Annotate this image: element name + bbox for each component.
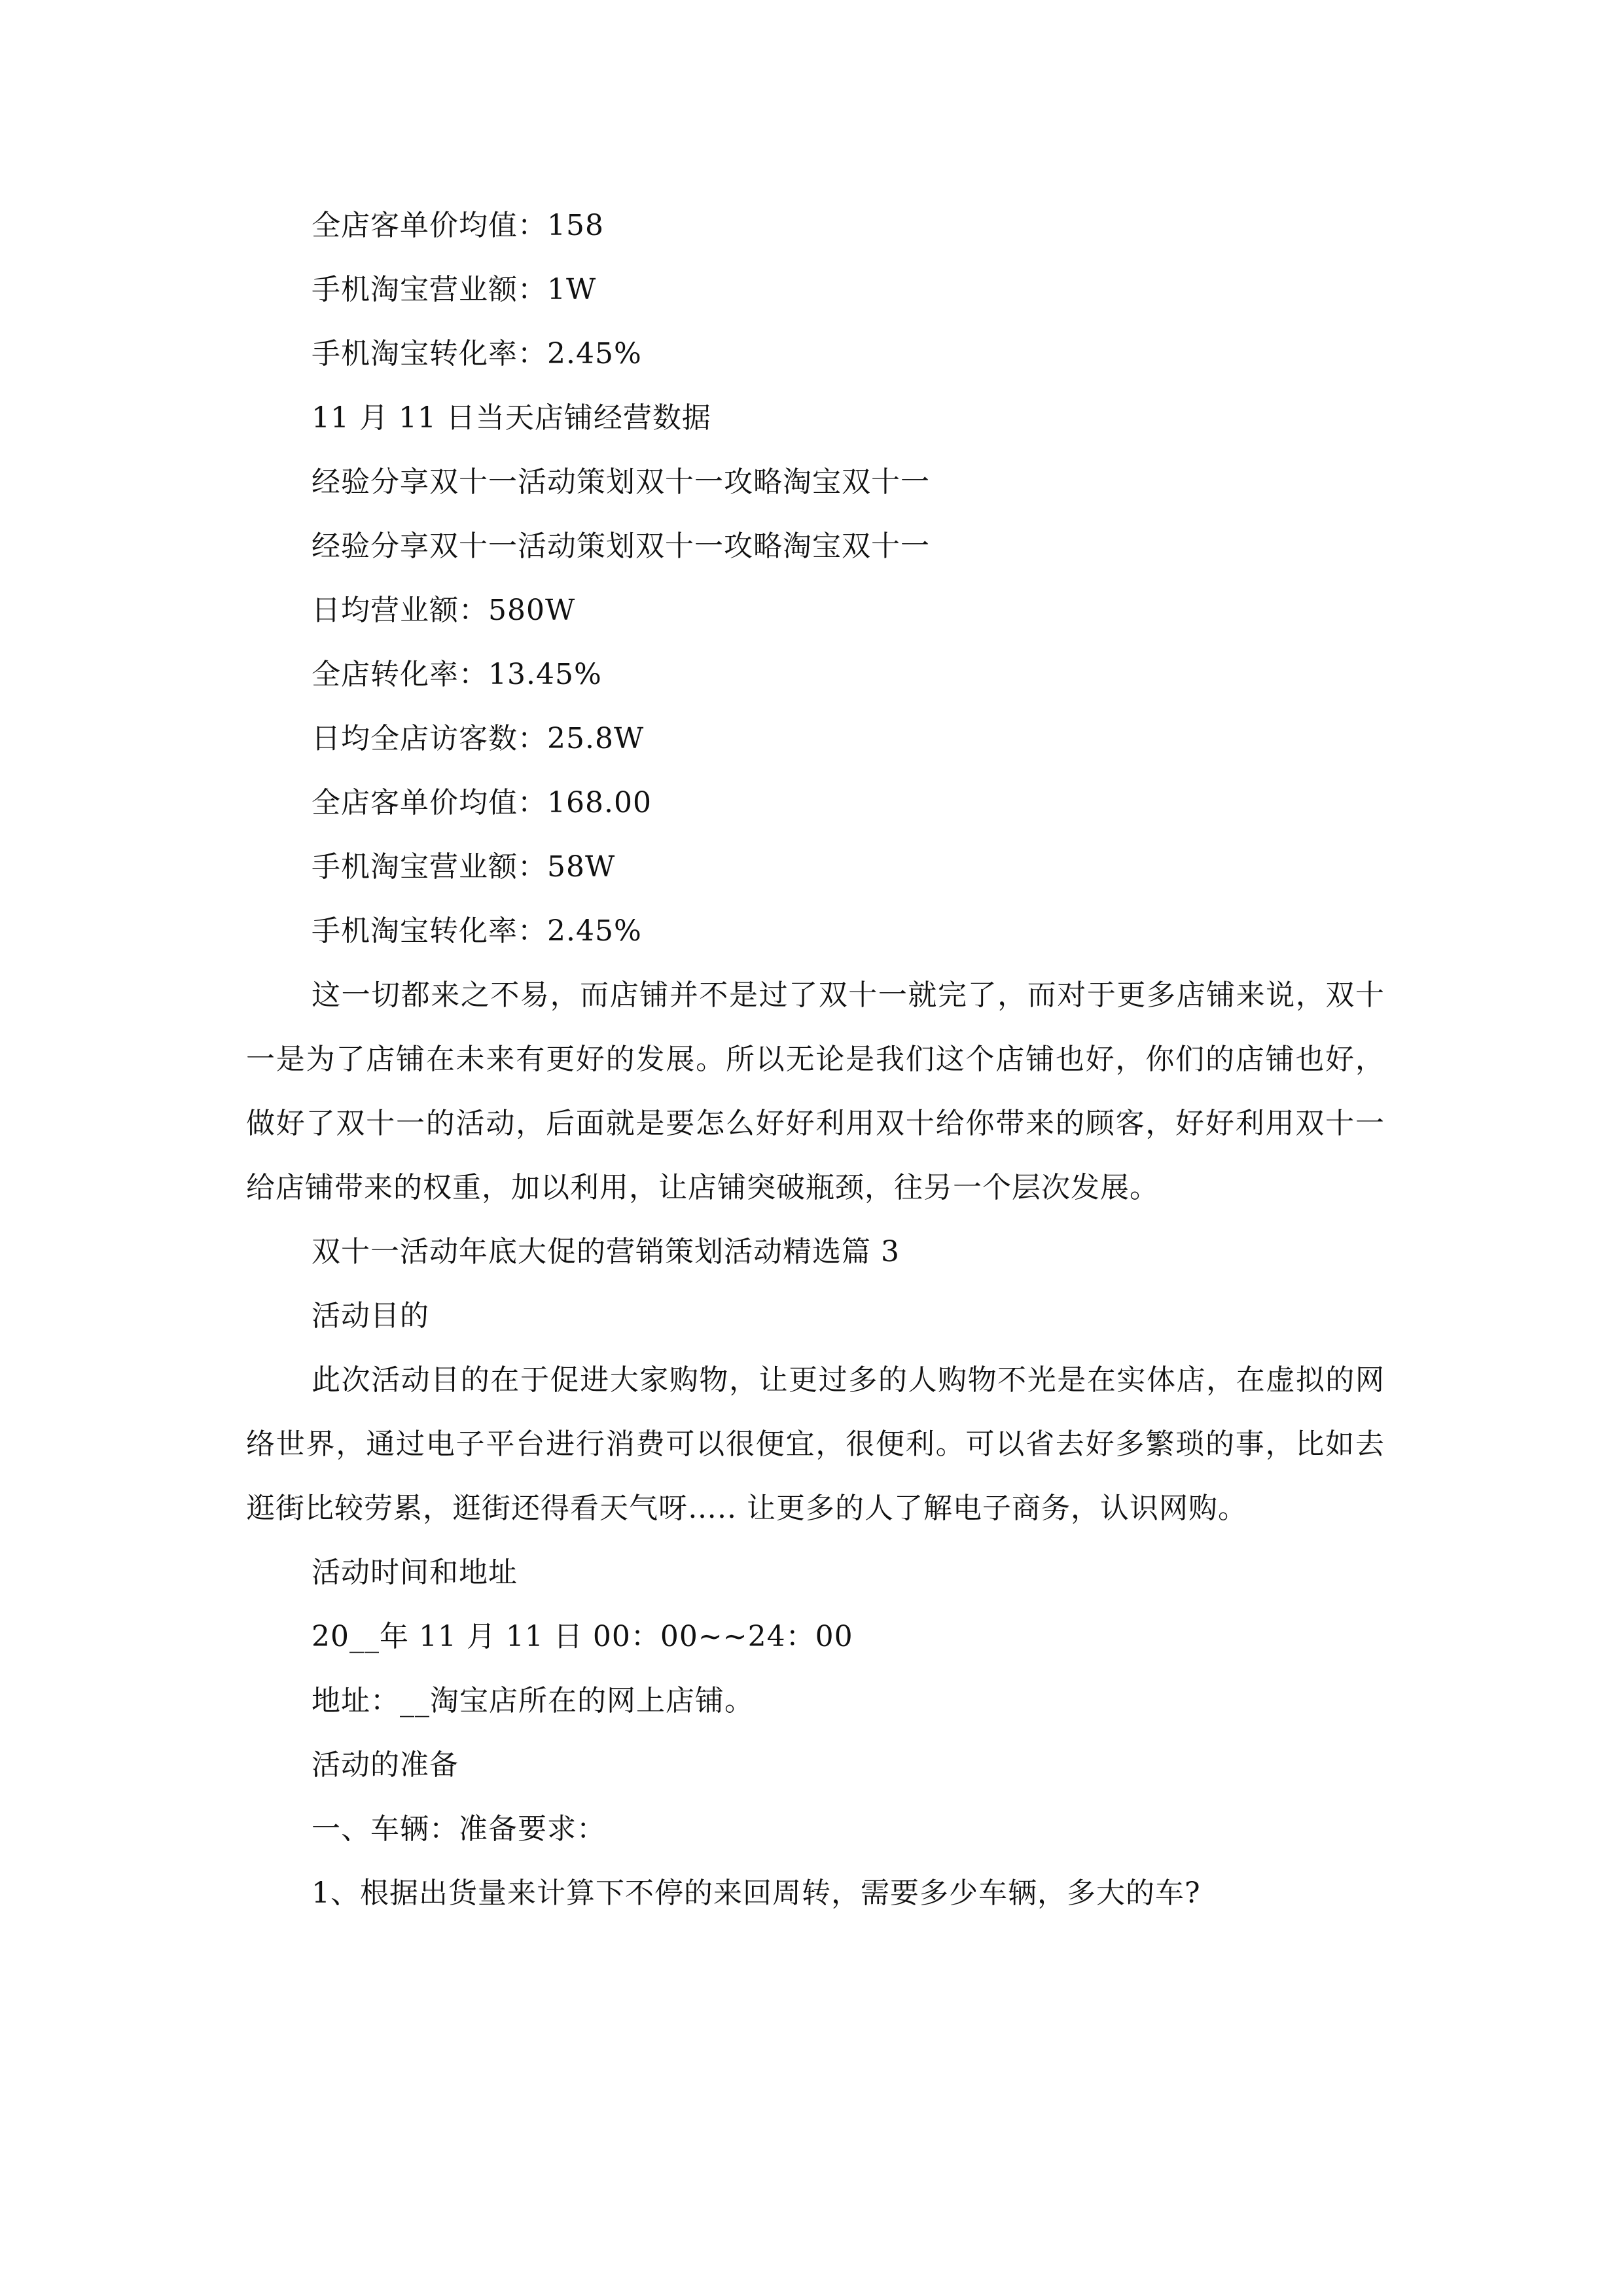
text-line: 地址：__淘宝店所在的网上店铺。	[312, 1684, 754, 1717]
body-paragraph: 这一切都来之不易，而店铺并不是过了双十一就完了，而对于更多店铺来说，双十一是为了店铺在未来有更好的发展。所以无论是我们这个店铺也好，你们的店铺也好，做好了双十一的活动，后面就是要怎么好好利用双十给你带来的顾客，好好利用双十一给店铺带来的权重，加以利用，让店铺突破瓶颈，往另一个层次发展。	[246, 978, 1385, 1204]
text-line: 一、车辆：准备要求：	[312, 1812, 606, 1846]
stat-line: 全店转化率：13.45%	[312, 658, 602, 691]
body-paragraph: 此次活动目的在于促进大家购物，让更过多的人购物不光是在实体店，在虚拟的网络世界，通过电子平台进行消费可以很便宜，很便利。可以省去好多繁琐的事，比如去逛街比较劳累，逛街还得看天气呀….. 让更多的人了解电子商务，认识网购。	[246, 1363, 1385, 1525]
text-line: 活动时间和地址	[312, 1556, 518, 1589]
stat-line: 经验分享双十一活动策划双十一攻略淘宝双十一	[312, 529, 930, 563]
text-line: 活动的准备	[312, 1748, 459, 1782]
stat-line: 日均营业额：580W	[312, 594, 576, 627]
stat-line: 11 月 11 日当天店铺经营数据	[312, 401, 711, 435]
stat-line: 手机淘宝营业额：58W	[312, 850, 616, 884]
section-title: 双十一活动年底大促的营销策划活动精选篇 3	[312, 1235, 900, 1268]
stat-line: 全店客单价均值：158	[312, 209, 604, 242]
text-line: 1、根据出货量来计算下不停的来回周转，需要多少车辆，多大的车?	[312, 1876, 1201, 1910]
text-line: 20__年 11 月 11 日 00：00~~24：00	[312, 1620, 853, 1653]
stat-line: 手机淘宝转化率：2.45%	[312, 914, 642, 948]
stat-line: 手机淘宝转化率：2.45%	[312, 337, 642, 370]
stat-line: 经验分享双十一活动策划双十一攻略淘宝双十一	[312, 465, 930, 499]
stat-line: 日均全店访客数：25.8W	[312, 722, 645, 755]
section-heading: 活动目的	[312, 1299, 429, 1333]
stat-line: 手机淘宝营业额：1W	[312, 273, 597, 306]
document-body	[246, 194, 1385, 1926]
stat-line: 全店客单价均值：168.00	[312, 786, 652, 819]
